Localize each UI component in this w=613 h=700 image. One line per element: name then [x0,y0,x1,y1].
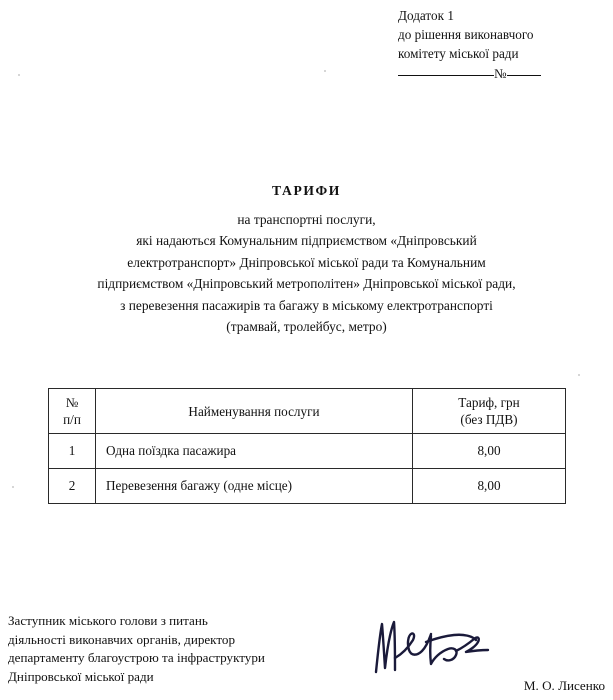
scan-speck [578,374,580,376]
tariff-table [48,388,566,504]
title-subline-3: електротранспорт» Дніпровської міської ради та Комунальним [127,254,486,270]
row-number: 1 [49,434,96,469]
table-row [49,434,566,469]
number-blank-rule [507,75,541,76]
appendix-header-line-2: до рішення виконавчого [398,27,534,42]
signatory-position-line-4: Дніпровської міської ради [8,668,154,684]
table-header-price [413,389,566,434]
row-service-name: Перевезення багажу (одне місце) [96,469,413,504]
table-header-price-line2: (без ПДВ) [460,412,518,427]
signatory-name: М. О. Лисенко [523,678,605,693]
title-subline-4: підприємством «Дніпровський метрополітен» Дніпровської міської ради, [97,276,516,291]
scan-speck [324,70,326,72]
document-title-block [0,180,613,338]
title-subline-5: з перевезення пасажирів та багажу в міському електротранспорті [120,297,493,313]
table-row [49,469,566,504]
appendix-header-line-3: комітету міської ради [398,46,519,61]
row-price: 8,00 [413,469,566,504]
title-subline-6: (трамвай, тролейбус, метро) [226,319,387,334]
signatory-position-line-3: департаменту благоустрою та інфраструктури [8,650,265,666]
title-subline-1: на транспортні послуги, [237,211,376,227]
table-header-num [49,389,96,434]
table-header-name: Найменування послуги [96,389,413,434]
table-header-price-line1: Тариф, грн [458,395,520,410]
date-blank-rule [398,75,494,76]
signatory-position-line-2: діяльності виконавчих органів, директор [8,631,236,647]
page-title: ТАРИФИ [272,183,341,198]
appendix-header-number-line [398,64,608,83]
signatory-position-line-1: Заступник міського голови з питань [8,613,208,628]
scan-speck [12,486,14,488]
table-header-row [49,389,566,434]
row-service-name: Одна поїздка пасажира [96,434,413,469]
row-price: 8,00 [413,434,566,469]
handwritten-signature-icon [368,606,498,686]
table-header-num-line2: п/п [63,412,81,427]
appendix-header-line-1: Додаток 1 [398,8,454,23]
number-sign: № [494,66,507,81]
appendix-header [398,6,608,83]
row-number: 2 [49,469,96,504]
table-header-num-line1: № [65,395,79,410]
scan-speck [18,74,20,76]
signatory-position [8,612,338,686]
title-subline-2: які надаються Комунальним підприємством «Дніпровський [136,233,477,248]
